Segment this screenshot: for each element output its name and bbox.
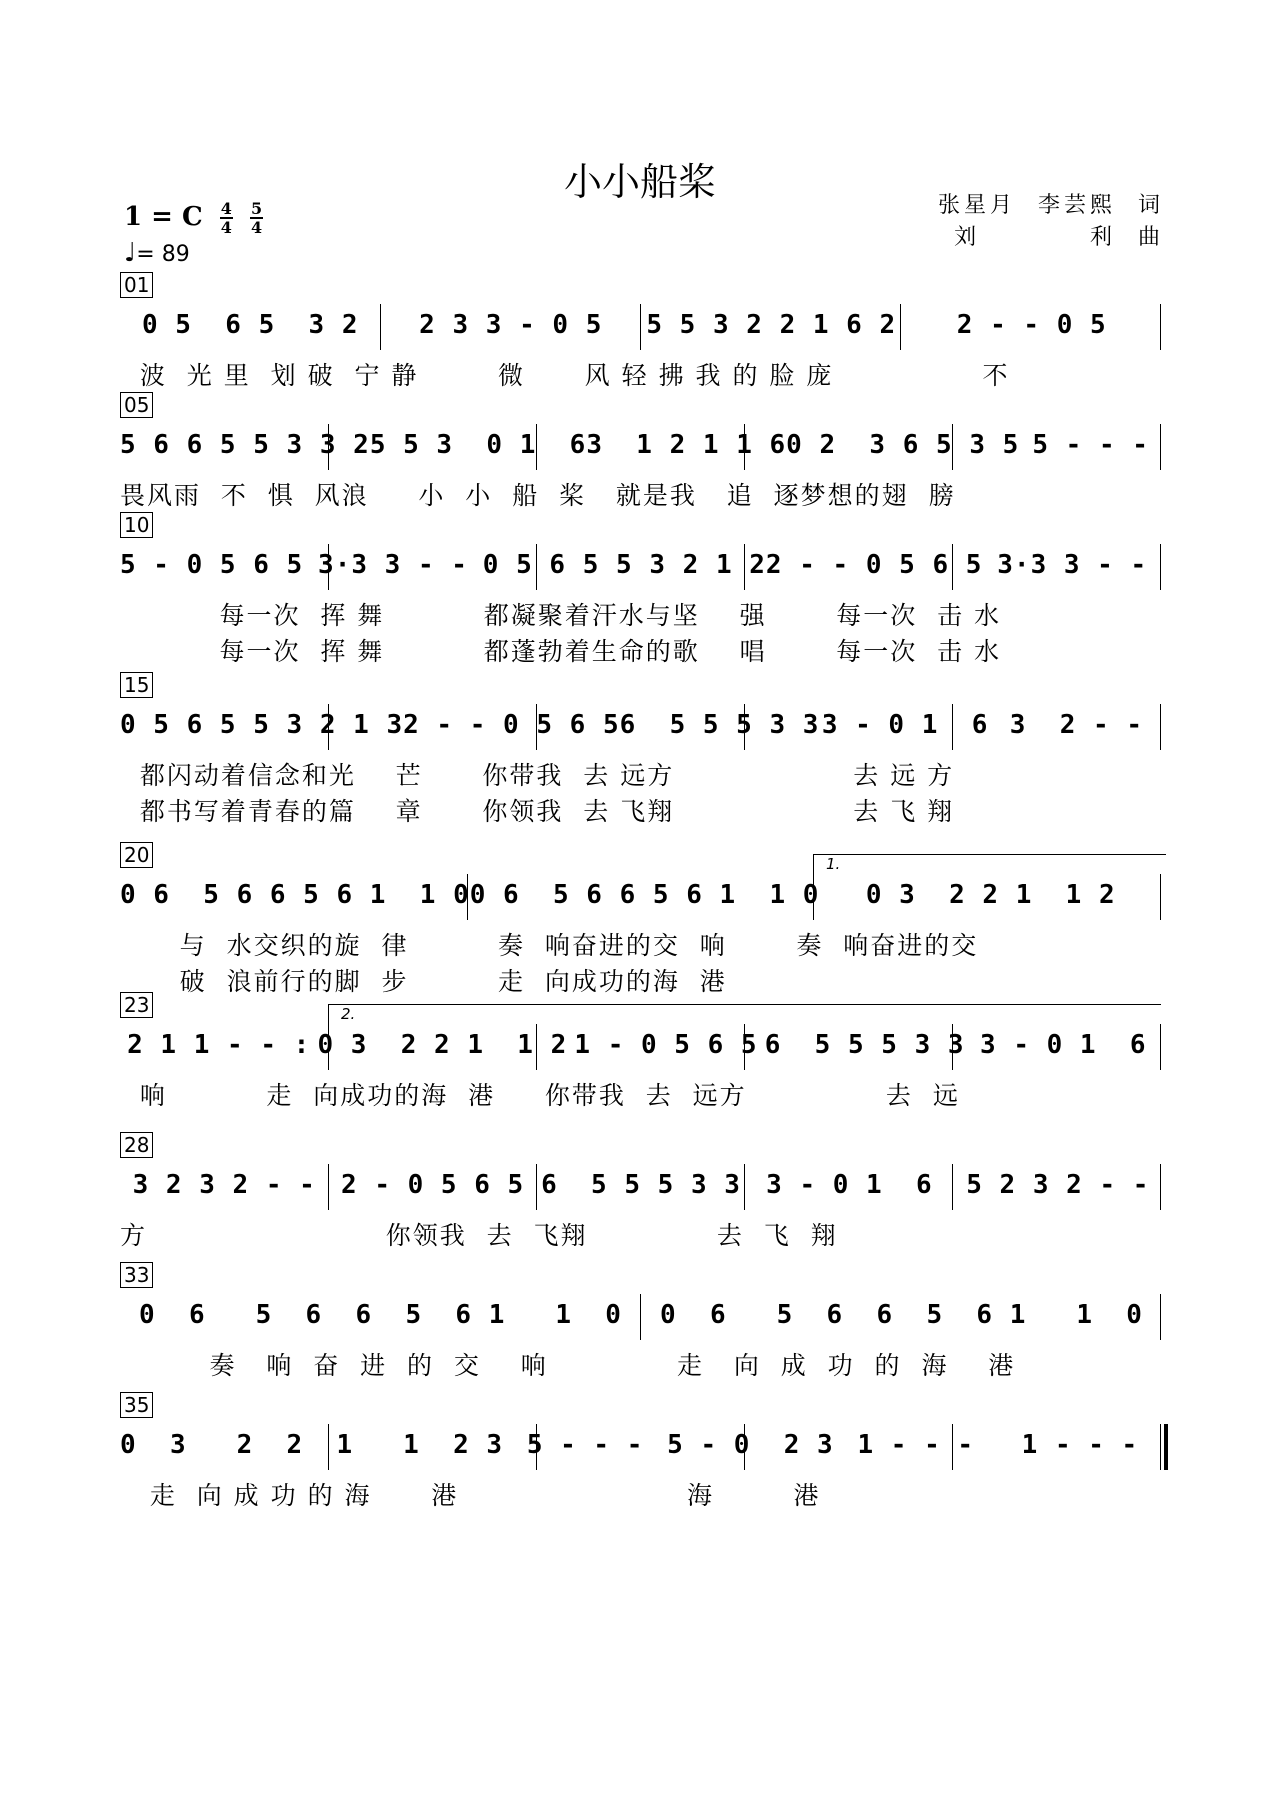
measure: 5 - 0 5 6 5 bbox=[120, 550, 304, 580]
measure-number: 15 bbox=[120, 672, 153, 698]
notation-row bbox=[120, 424, 1162, 472]
lyric-line: 波 光 里 划 破 宁 静 微 风 轻 拂 我 的 脸 庞 不 bbox=[120, 361, 1010, 390]
measure: 0 6 5 6 6 5 6 1 1 0 bbox=[120, 880, 470, 910]
measure-number: 23 bbox=[120, 992, 153, 1018]
measure: 3 2 3 2 - - bbox=[132, 1170, 316, 1200]
lyric-line: 方 你领我 去 飞翔 去 飞 翔 bbox=[120, 1221, 838, 1250]
key-label: 1 = C bbox=[124, 202, 203, 232]
score-system bbox=[120, 992, 1162, 1110]
composer-credit: 刘 利 曲 bbox=[954, 225, 1164, 250]
score-system bbox=[120, 672, 1162, 826]
lyric-line: 都书写着青春的篇 章 你领我 去 飞翔 去 飞 翔 bbox=[120, 797, 955, 826]
key-signature bbox=[124, 200, 263, 236]
credits bbox=[938, 190, 1164, 254]
measure: 0 6 5 6 6 5 6 1 1 0 bbox=[139, 1300, 622, 1330]
measure: 0 6 5 6 6 5 6 1 1 0 bbox=[469, 880, 820, 910]
measure-number: 20 bbox=[120, 842, 153, 868]
score-system bbox=[120, 1132, 1162, 1250]
measure: 0 3 2 2 1 1 2 bbox=[317, 1030, 568, 1060]
measure: 0 5 6 5 5 3 2 1 3 bbox=[120, 710, 404, 740]
notation-row bbox=[120, 304, 1162, 352]
quarter-note-icon: ♩ bbox=[124, 238, 137, 268]
notation-row bbox=[120, 544, 1162, 592]
measure: 0 3 2 2 1 1 2 bbox=[865, 880, 1116, 910]
tempo-marking bbox=[124, 238, 190, 268]
lyric-line: 畏风雨 不 惧 风浪 小 小 船 桨 就是我 追 逐梦想的翅 膀 bbox=[120, 481, 956, 510]
volta-ending: 1. bbox=[813, 854, 1166, 875]
notation-row bbox=[120, 874, 1162, 922]
lyric-line: 每一次 挥 舞 都凝聚着汗水与坚 强 每一次 击 水 bbox=[120, 601, 1002, 630]
lyric-line: 都闪动着信念和光 芒 你带我 去 远方 去 远 方 bbox=[120, 761, 955, 790]
notation-row bbox=[120, 1294, 1162, 1342]
measure: 2 - 0 5 6 5 bbox=[341, 1170, 525, 1200]
measure: 3·3 3 - - bbox=[997, 550, 1148, 580]
measure-number: 10 bbox=[120, 512, 153, 538]
page-title: 小小船桨 bbox=[563, 160, 716, 205]
measure-number: 28 bbox=[120, 1132, 153, 1158]
lyric-line: 走 向 成 功 的 海 港 海 港 bbox=[120, 1481, 821, 1510]
measure: 3 - 0 1 6 bbox=[766, 1170, 933, 1200]
measure: 1 - - - bbox=[1021, 1430, 1139, 1460]
measure: 5 - 0 2 3 bbox=[667, 1430, 834, 1460]
notation-row bbox=[120, 704, 1162, 752]
lyric-line: 与 水交织的旋 律 奏 响奋进的交 响 奏 响奋进的交 bbox=[120, 931, 979, 960]
score-system bbox=[120, 512, 1162, 666]
measure: 3 - 0 1 6 bbox=[980, 1030, 1147, 1060]
score-system bbox=[120, 272, 1162, 390]
tempo-value: = 89 bbox=[136, 242, 190, 267]
score-system bbox=[120, 1262, 1162, 1380]
notation-row bbox=[120, 1164, 1162, 1212]
notation-row bbox=[120, 1424, 1162, 1472]
measure: 1 - - - bbox=[857, 1430, 975, 1460]
measure: 5 5 3 2 2 1 6 2 bbox=[646, 310, 897, 340]
score-system bbox=[120, 392, 1162, 510]
measure: 0 5 6 5 5 3 2 1 2 bbox=[482, 550, 766, 580]
measure: 3 1 2 1 1 6 bbox=[586, 430, 787, 460]
measure: 5 2 3 2 - - bbox=[966, 1170, 1150, 1200]
measure: 2 3 3 - 0 5 bbox=[419, 310, 603, 340]
lyric-line: 破 浪前行的脚 步 走 向成功的海 港 bbox=[120, 967, 727, 996]
notation-row bbox=[120, 1024, 1162, 1072]
measure: 2 - - 0 5 6 5 bbox=[403, 710, 620, 740]
score-system bbox=[120, 1392, 1162, 1510]
lyricist-credit: 张星月 李芸熙 词 bbox=[938, 193, 1164, 218]
measure-number: 33 bbox=[120, 1262, 153, 1288]
measure: 2 - - 0 5 bbox=[956, 310, 1107, 340]
lyric-line: 奏 响 奋 进 的 交 响 走 向 成 功 的 海 港 bbox=[120, 1351, 1016, 1380]
time-signature-4-4: $\frac{4}{4}$ bbox=[220, 199, 232, 237]
measure: 0 2 3 6 5 3 5 bbox=[786, 430, 1020, 460]
score-system bbox=[120, 842, 1162, 996]
lyric-line: 每一次 挥 舞 都蓬勃着生命的歌 唱 每一次 击 水 bbox=[120, 637, 1002, 666]
measure: 1 - 0 5 6 5 bbox=[574, 1030, 758, 1060]
measure-number: 01 bbox=[120, 272, 153, 298]
lyric-line: 响 走 向成功的海 港 你带我 去 远方 去 远 bbox=[120, 1081, 960, 1110]
measure: 5 - - - bbox=[1032, 430, 1149, 460]
measure: 5 6 6 5 5 3 3 2 bbox=[120, 430, 370, 460]
volta-ending: 2. bbox=[328, 1004, 1161, 1025]
measure: 6 5 5 5 3 3 bbox=[619, 710, 820, 740]
measure: 6 5 5 5 3 3 bbox=[541, 1170, 741, 1200]
measure: 3 - 0 1 6 bbox=[821, 710, 989, 740]
measure: 3 2 - - bbox=[1009, 710, 1143, 740]
measure: 2 - - 0 5 6 5 bbox=[765, 550, 983, 580]
measure: 5 - - - bbox=[526, 1430, 644, 1460]
measure-number: 35 bbox=[120, 1392, 153, 1418]
measure: 5 5 3 0 1 6 bbox=[369, 430, 587, 460]
measure: 0 3 2 2 1 1 2 3 bbox=[120, 1430, 504, 1460]
measure: 6 5 5 5 3 3 bbox=[764, 1030, 965, 1060]
measure-number: 05 bbox=[120, 392, 153, 418]
measure: 3·3 3 - - bbox=[318, 550, 468, 580]
measure: 0 6 5 6 6 5 6 1 1 0 bbox=[660, 1300, 1143, 1330]
time-signature-5-4: $\frac{5}{4}$ bbox=[250, 199, 263, 237]
measure: 2 1 1 - - : bbox=[127, 1030, 311, 1060]
measure: 0 5 6 5 3 2 bbox=[142, 310, 359, 340]
